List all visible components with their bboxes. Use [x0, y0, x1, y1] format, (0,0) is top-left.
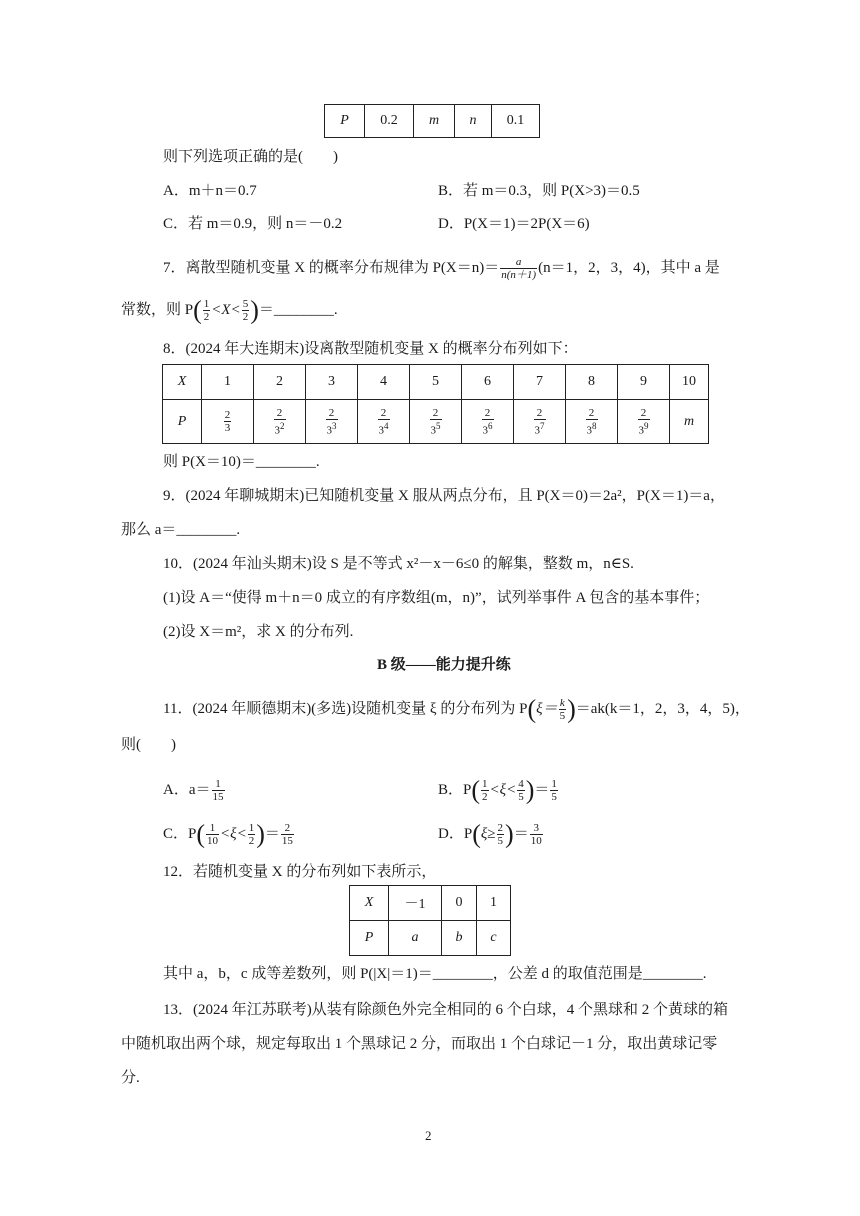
table-cell: X [163, 365, 202, 400]
fraction [534, 407, 546, 437]
q10-part1: (1)设 A＝“使得 m＋n＝0 成立的有序数组(m，n)”，试列举事件 A 包含的基本事件； [163, 590, 710, 606]
fraction-numerator: 2 [326, 407, 338, 420]
fraction-numerator: 2 [281, 822, 294, 835]
denominator-base: 3 [326, 424, 332, 437]
equals: ＝ [534, 781, 550, 798]
table-cell: P [350, 921, 389, 956]
fraction [378, 407, 390, 437]
denominator-base: 3 [430, 424, 436, 437]
inequality: <ξ< [489, 781, 517, 798]
fraction-denominator [274, 420, 286, 437]
fraction [203, 298, 211, 323]
table-cell: 3 [306, 365, 358, 400]
fraction-numerator: 1 [212, 778, 225, 791]
q11-text-a: 11．(2024 年顺德期末)(多选)设随机变量 ξ 的分布列为 P [163, 700, 528, 717]
q6-option-d: D．P(X＝1)＝2P(X＝6) [438, 216, 590, 232]
paren-right: ) [567, 694, 576, 724]
paren-right: ) [256, 819, 265, 849]
fraction [586, 407, 598, 437]
denominator-base: 3 [586, 424, 592, 437]
q9-line2: 那么 a＝________. [121, 522, 241, 538]
q6-option-b: B．若 m＝0.3，则 P(X>3)＝0.5 [438, 183, 640, 199]
q7-inequality: <X< [211, 301, 241, 318]
fraction-numerator: 2 [224, 409, 231, 421]
table-cell: －1 [389, 886, 442, 921]
fraction [550, 778, 558, 803]
table-cell: 4 [358, 365, 410, 400]
q11-text-b: ＝ak(k＝1，2，3，4，5)， [575, 700, 750, 717]
fraction [638, 407, 650, 437]
option-label: C．P [163, 825, 197, 842]
table-cell: 1 [202, 365, 254, 400]
q12-line1: 12．若随机变量 X 的分布列如下表所示， [163, 864, 437, 880]
fraction-denominator: 2 [242, 311, 249, 323]
q6-option-c: C．若 m＝0.9，则 n＝－0.2 [163, 216, 343, 232]
fraction [430, 407, 442, 437]
fraction-numerator: 2 [586, 407, 598, 420]
fraction-numerator: 5 [242, 298, 249, 310]
q11-option-a [163, 778, 226, 803]
fraction-denominator [378, 420, 390, 437]
fraction-denominator: 2 [482, 791, 488, 803]
denominator-base: 3 [534, 424, 540, 437]
q11-line1 [163, 694, 750, 724]
fraction [482, 407, 494, 437]
fraction-denominator: 15 [212, 791, 224, 803]
fraction [224, 409, 232, 434]
denominator-exponent: 5 [436, 420, 441, 431]
fraction-numerator: 2 [534, 407, 546, 420]
table-cell: 0.1 [492, 105, 540, 138]
q6-prompt: 则下列选项正确的是( ) [163, 149, 338, 165]
page-number: 2 [425, 1128, 432, 1143]
fraction-numerator: 3 [530, 822, 543, 835]
denominator-exponent: 3 [332, 420, 337, 431]
fraction-numerator: 2 [274, 407, 286, 420]
q7-line1 [163, 256, 720, 281]
inequality: ξ≥ [480, 825, 496, 842]
table-row [350, 921, 511, 956]
fraction-numerator: 1 [482, 778, 488, 790]
table-cell: X [350, 886, 389, 921]
q8-answer: 则 P(X＝10)＝________. [163, 454, 320, 470]
denominator-exponent: 6 [488, 420, 493, 431]
q11-inner: ξ＝ [536, 700, 558, 717]
fraction-numerator: 1 [203, 298, 210, 310]
fraction-denominator: 5 [518, 791, 524, 803]
fraction [326, 407, 338, 437]
denominator-base: 3 [224, 422, 231, 434]
denominator-exponent: 8 [592, 420, 597, 431]
q7-text-a: 7．离散型随机变量 X 的概率分布规律为 P(X＝n)＝ [163, 259, 500, 276]
table-cell: m [414, 105, 455, 138]
denominator-exponent: 2 [280, 420, 285, 431]
table-top-distribution [324, 104, 540, 138]
fraction-denominator [326, 420, 338, 437]
paren-left: ( [196, 819, 206, 849]
fraction-denominator: 2 [248, 835, 255, 847]
fraction-denominator: 5 [551, 791, 557, 803]
fraction [481, 778, 489, 803]
fraction [212, 778, 225, 803]
fraction-denominator: 5 [497, 835, 504, 847]
denominator-base: 3 [274, 424, 280, 437]
table-cell: 2 [254, 365, 306, 400]
fraction-denominator [534, 420, 546, 437]
paren-right: ) [505, 819, 514, 849]
table-row [163, 365, 709, 400]
q11-option-c [163, 819, 295, 849]
fraction [559, 697, 567, 722]
table-cell: b [442, 921, 477, 956]
fraction [281, 822, 294, 847]
paren-left: ( [472, 819, 481, 849]
fraction-denominator: 10 [530, 835, 542, 847]
fraction-numerator: 1 [248, 822, 255, 834]
table-cell: 6 [462, 365, 514, 400]
paren-right: ) [250, 295, 259, 325]
fraction-numerator: 2 [430, 407, 442, 420]
equals: ＝ [264, 825, 280, 842]
table-cell: P [325, 105, 365, 138]
table-cell [202, 400, 254, 444]
q12-table [349, 885, 511, 956]
denominator-base: 3 [378, 424, 384, 437]
fraction-numerator: a [500, 256, 537, 269]
fraction [530, 822, 543, 847]
fraction-numerator: 2 [638, 407, 650, 420]
q7-blank: ＝________. [258, 301, 338, 318]
q11-option-b [438, 775, 559, 805]
q10-part2: (2)设 X＝m²，求 X 的分布列. [163, 624, 354, 640]
paren-right: ) [525, 775, 535, 805]
paren-left: ( [193, 295, 202, 325]
q12-line2: 其中 a，b，c 成等差数列，则 P(|X|＝1)＝________，公差 d 的取值范围是________. [163, 966, 707, 982]
paren-left: ( [471, 775, 481, 805]
table-cell [358, 400, 410, 444]
fraction-denominator [430, 420, 442, 437]
fraction-numerator: 1 [206, 822, 219, 835]
q9-line1: 9．(2024 年聊城期末)已知随机变量 X 服从两点分布，且 P(X＝0)＝2a²，P(X＝1)＝a， [163, 488, 725, 504]
q10-line1: 10．(2024 年汕头期末)设 S 是不等式 x²－x－6≤0 的解集，整数 m，n∈S. [163, 556, 634, 572]
table-cell: 9 [618, 365, 670, 400]
q8-text: 8．(2024 年大连期末)设离散型随机变量 X 的概率分布列如下： [163, 341, 578, 357]
q7-text-b: (n＝1，2，3，4)，其中 a 是 [538, 259, 720, 276]
table-cell: n [455, 105, 492, 138]
table-row [350, 886, 511, 921]
denominator-exponent: 4 [384, 420, 389, 431]
inequality: <ξ< [220, 825, 247, 842]
q6-option-a: A．m＋n＝0.7 [163, 183, 257, 199]
table-cell [306, 400, 358, 444]
fraction-numerator: 2 [482, 407, 494, 420]
table-cell: 0 [442, 886, 477, 921]
fraction [206, 822, 219, 847]
denominator-base: 3 [482, 424, 488, 437]
option-label: B．P [438, 781, 472, 798]
fraction-denominator [482, 420, 494, 437]
option-label: A．a＝ [163, 781, 211, 798]
table-cell: 5 [410, 365, 462, 400]
option-label: D．P [438, 825, 473, 842]
table-cell [410, 400, 462, 444]
q8-table [162, 364, 709, 444]
fraction-denominator [224, 422, 232, 434]
q7-text-c: 常数，则 P [121, 301, 194, 318]
table-cell: m [670, 400, 709, 444]
table-cell [514, 400, 566, 444]
table-cell: c [477, 921, 511, 956]
table-cell: 10 [670, 365, 709, 400]
denominator-exponent: 9 [644, 420, 649, 431]
fraction-denominator: 2 [203, 311, 210, 323]
fraction-denominator: n(n＋1) [501, 269, 537, 281]
q11-line2: 则( ) [121, 737, 176, 753]
equals: ＝ [513, 825, 529, 842]
denominator-base: 3 [638, 424, 644, 437]
section-heading: B 级——能力提升练 [377, 657, 511, 673]
paren-left: ( [527, 694, 537, 724]
fraction-numerator: 2 [378, 407, 390, 420]
q13-line3: 分. [121, 1070, 140, 1086]
fraction [242, 298, 250, 323]
fraction [274, 407, 286, 437]
fraction [248, 822, 256, 847]
q7-fraction [500, 256, 537, 281]
table-cell: 1 [477, 886, 511, 921]
table-cell: 0.2 [365, 105, 414, 138]
fraction-denominator: 10 [207, 835, 219, 847]
fraction [497, 822, 505, 847]
fraction-numerator: 1 [551, 778, 557, 790]
fraction-denominator: 15 [281, 835, 293, 847]
q11-option-d [438, 819, 544, 849]
denominator-exponent: 7 [540, 420, 545, 431]
table-cell [618, 400, 670, 444]
fraction-numerator: 2 [497, 822, 504, 834]
table-row [163, 400, 709, 444]
table-cell: 8 [566, 365, 618, 400]
fraction-denominator [586, 420, 598, 437]
table-cell: P [163, 400, 202, 444]
table-cell: 7 [514, 365, 566, 400]
table-cell [462, 400, 514, 444]
fraction-denominator [638, 420, 650, 437]
fraction-denominator: 5 [559, 710, 566, 722]
fraction-numerator: 4 [518, 778, 524, 790]
q13-line1: 13．(2024 年江苏联考)从装有除颜色外完全相同的 6 个白球，4 个黑球和 2 个黄球的箱 [163, 1002, 728, 1018]
table-cell [254, 400, 306, 444]
fraction-numerator: k [559, 697, 565, 709]
table-cell: a [389, 921, 442, 956]
fraction [517, 778, 525, 803]
table-cell [566, 400, 618, 444]
q7-line2 [121, 295, 338, 325]
q13-line2: 中随机取出两个球，规定每取出 1 个黑球记 2 分，而取出 1 个白球记－1 分，取出黄球记零 [121, 1036, 718, 1052]
table-row [325, 105, 540, 138]
